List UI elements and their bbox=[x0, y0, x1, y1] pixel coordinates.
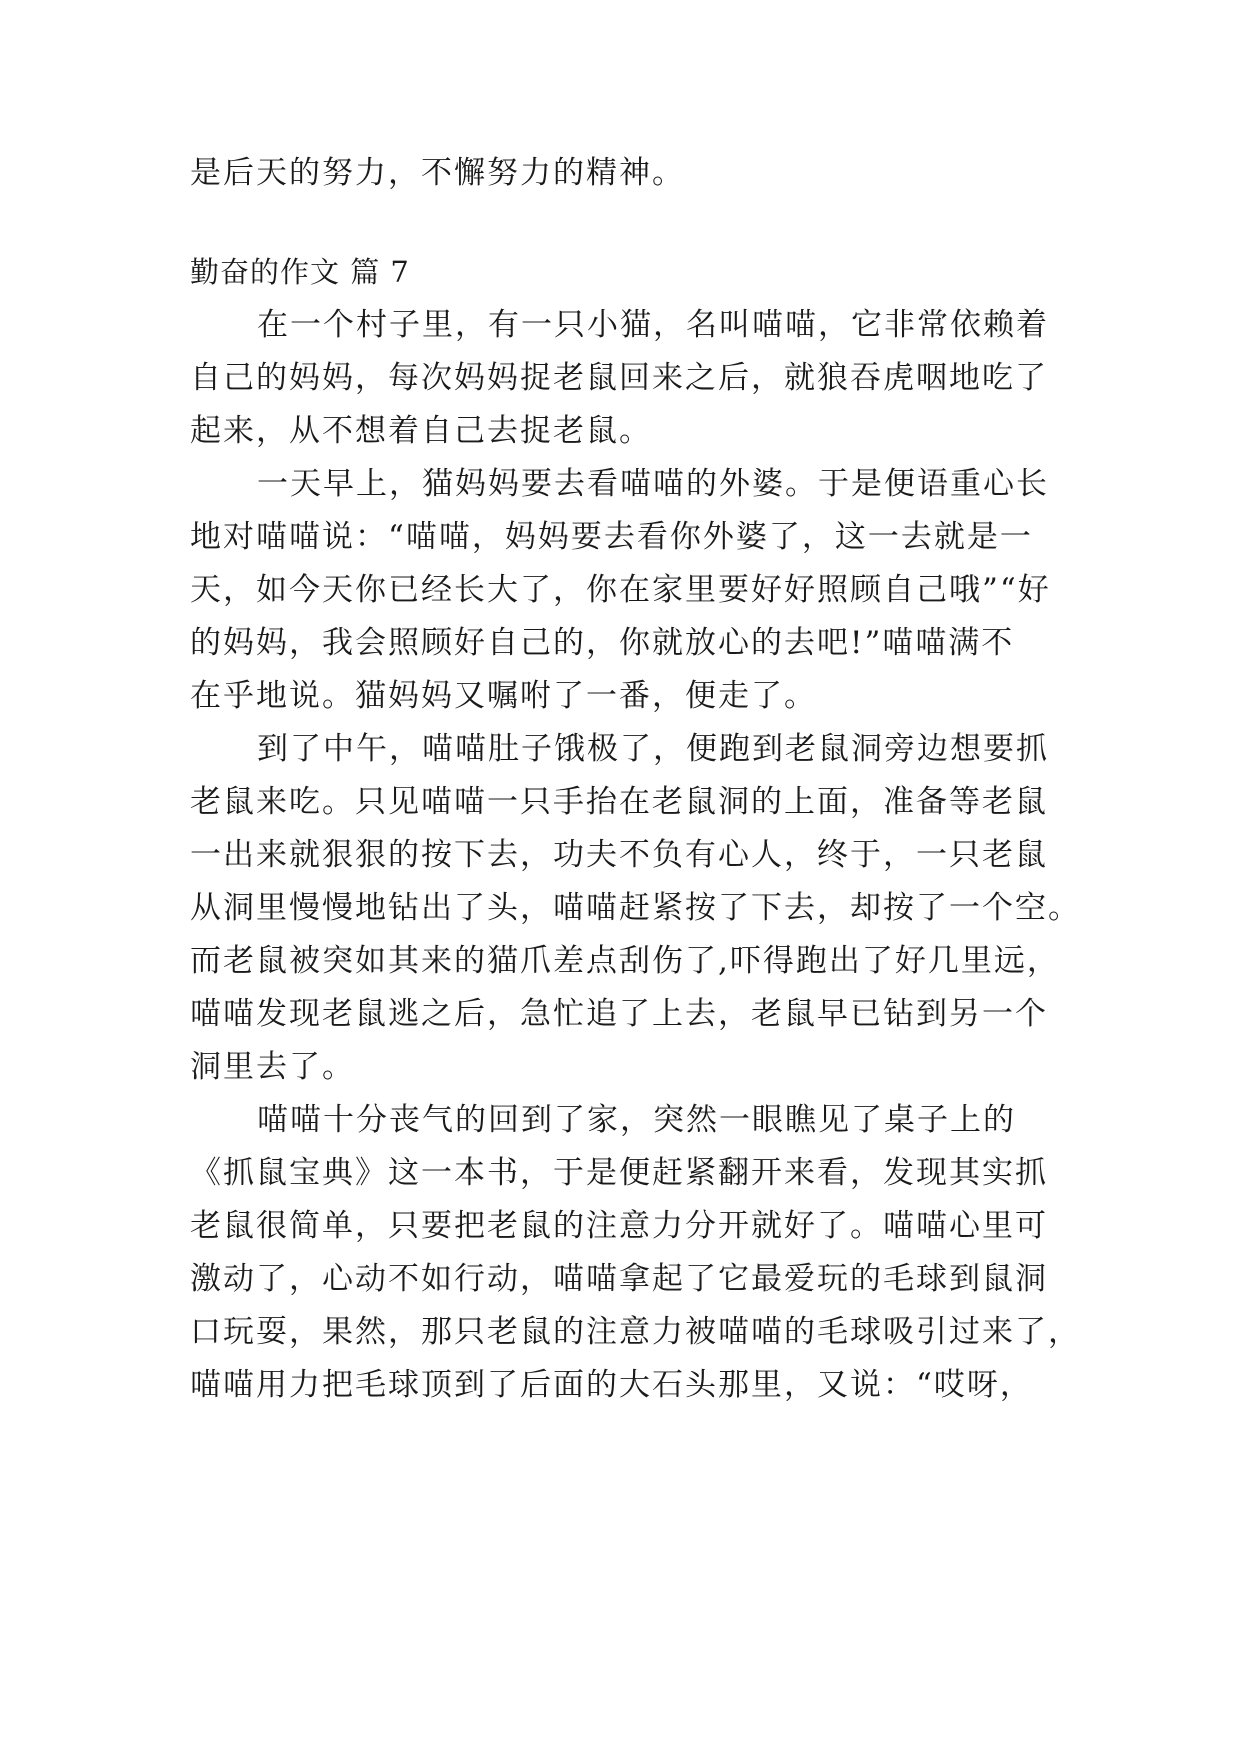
text-line: 口玩耍，果然，那只老鼠的注意力被喵喵的毛球吸引过来了， bbox=[190, 1314, 1081, 1350]
text-line: 一出来就狠狠的按下去，功夫不负有心人，终于，一只老鼠 bbox=[190, 837, 1048, 873]
text-line: 到了中午，喵喵肚子饿极了，便跑到老鼠洞旁边想要抓 bbox=[257, 731, 1049, 767]
text-line: 喵喵十分丧气的回到了家，突然一眼瞧见了桌子上的 bbox=[257, 1102, 1016, 1138]
text-line: 一天早上，猫妈妈要去看喵喵的外婆。于是便语重心长 bbox=[257, 466, 1049, 502]
text-line: 从洞里慢慢地钻出了头，喵喵赶紧按了下去，却按了一个空。 bbox=[190, 890, 1081, 926]
text-line: 起来，从不想着自己去捉老鼠。 bbox=[190, 413, 652, 449]
text-line: 洞里去了。 bbox=[190, 1049, 355, 1085]
text-line: 激动了，心动不如行动，喵喵拿起了它最爱玩的毛球到鼠洞 bbox=[190, 1261, 1048, 1297]
text-line: 而老鼠被突如其来的猫爪差点刮伤了,吓得跑出了好几里远， bbox=[190, 943, 1060, 979]
text-line: 喵喵发现老鼠逃之后，急忙追了上去，老鼠早已钻到另一个 bbox=[190, 996, 1048, 1032]
text-line: 《抓鼠宝典》这一本书，于是便赶紧翻开来看，发现其实抓 bbox=[190, 1155, 1048, 1191]
text-line: 老鼠很简单，只要把老鼠的注意力分开就好了。喵喵心里可 bbox=[190, 1208, 1048, 1244]
text-line: 在一个村子里，有一只小猫，名叫喵喵，它非常依赖着 bbox=[257, 307, 1049, 343]
text-line: 自己的妈妈，每次妈妈捉老鼠回来之后，就狼吞虎咽地吃了 bbox=[190, 360, 1048, 396]
text-line: 在乎地说。猫妈妈又嘱咐了一番，便走了。 bbox=[190, 678, 817, 714]
text-line: 的妈妈，我会照顾好自己的，你就放心的去吧!”喵喵满不 bbox=[190, 625, 1015, 661]
text-line: 是后天的努力，不懈努力的精神。 bbox=[190, 155, 685, 191]
text-line: 喵喵用力把毛球顶到了后面的大石头那里，又说：“哎呀， bbox=[190, 1367, 1033, 1403]
text-line: 天，如今天你已经长大了，你在家里要好好照顾自己哦”“好 bbox=[190, 572, 1051, 608]
section-heading: 勤奋的作文 篇 7 bbox=[190, 255, 410, 289]
text-line: 地对喵喵说：“喵喵，妈妈要去看你外婆了，这一去就是一 bbox=[190, 519, 1033, 555]
text-line: 老鼠来吃。只见喵喵一只手抬在老鼠洞的上面，准备等老鼠 bbox=[190, 784, 1048, 820]
